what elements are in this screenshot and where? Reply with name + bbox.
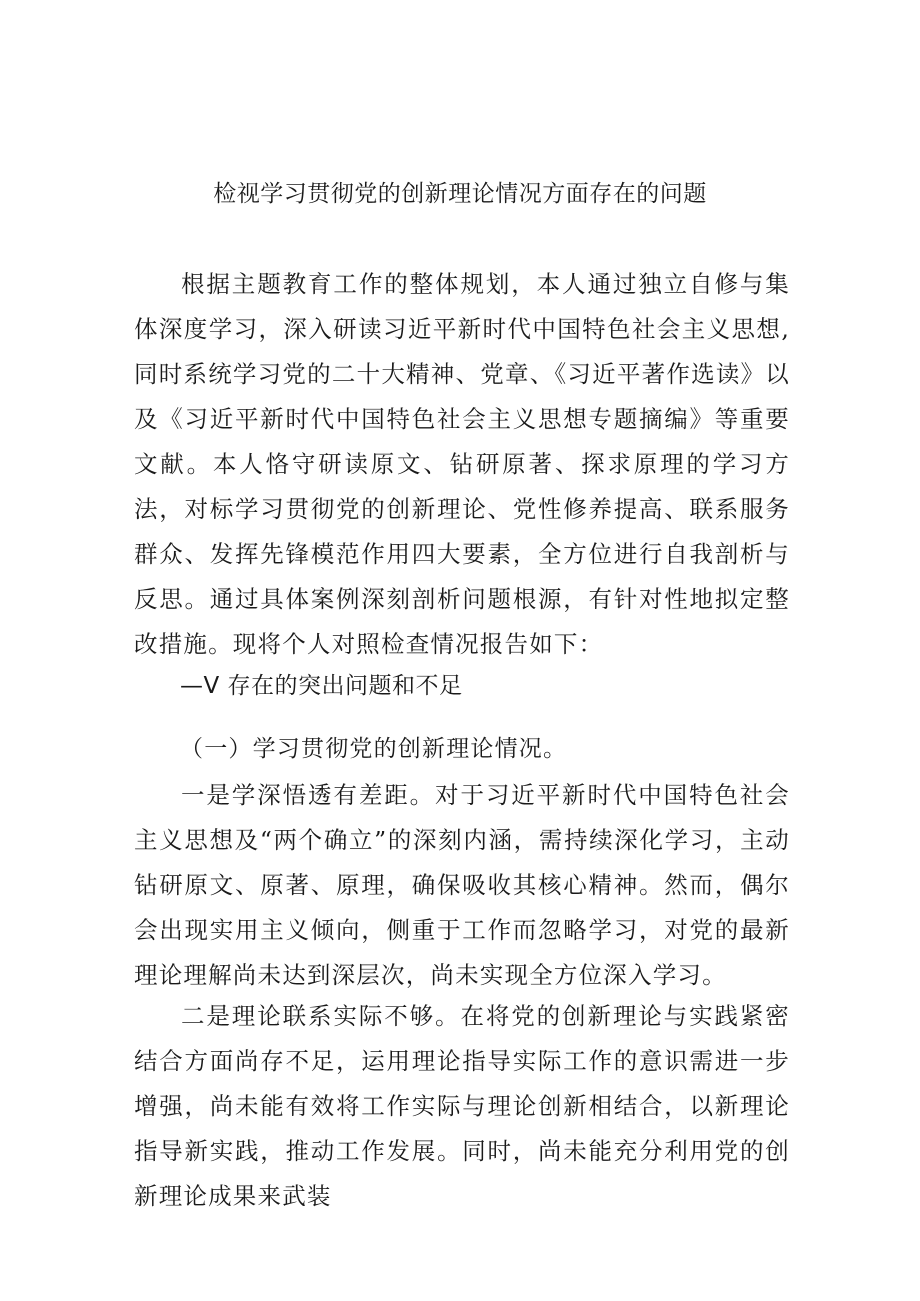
sub-heading: （一）学习贯彻党的创新理论情况。 — [180, 736, 568, 762]
paragraph-two: 二是理论联系实际不够。在将党的创新理论与实践紧密结合方面尚存不足，运用理论指导实际工作的意识需进一步增强，尚未能有效将工作实际与理论创新相结合，以新理论指导新实践，推动工作发展。同时，尚未能充分利用党的创新理论成果来武装 — [134, 1002, 790, 1210]
section-heading: —V 存在的突出问题和不足 — [180, 673, 463, 699]
paragraph-one: 一是学深悟透有差距。对于习近平新时代中国特色社会主义思想及“两个确立”的深刻内涵，需持续深化学习，主动钻研原文、原著、原理，确保吸收其核心精神。然而，偶尔会出现实用主义倾向，侧重于工作而忽略学习，对党的最新理论理解尚未达到深层次，尚未实现全方位深入学习。 — [134, 781, 790, 989]
document-title: 检视学习贯彻党的创新理论情况方面存在的问题 — [213, 181, 707, 207]
intro-paragraph: 根据主题教育工作的整体规划，本人通过独立自修与集体深度学习，深入研读习近平新时代中国特色社会主义思想,同时系统学习党的二十大精神、党章、《习近平著作选读》以及《习近平新时代中国特色社会主义思想专题摘编》等重要文献。本人恪守研读原文、钻研原著、探求原理的学习方法，对标学习贯彻党的创新理论、党性修养提高、联系服务群众、发挥先锋模范作用四大要素，全方位进行自我剖析与反思。通过具体案例深刻剖析问题根源，有针对性地拟定整改措施。现将个人对照检查情况报告如下： — [134, 270, 790, 658]
